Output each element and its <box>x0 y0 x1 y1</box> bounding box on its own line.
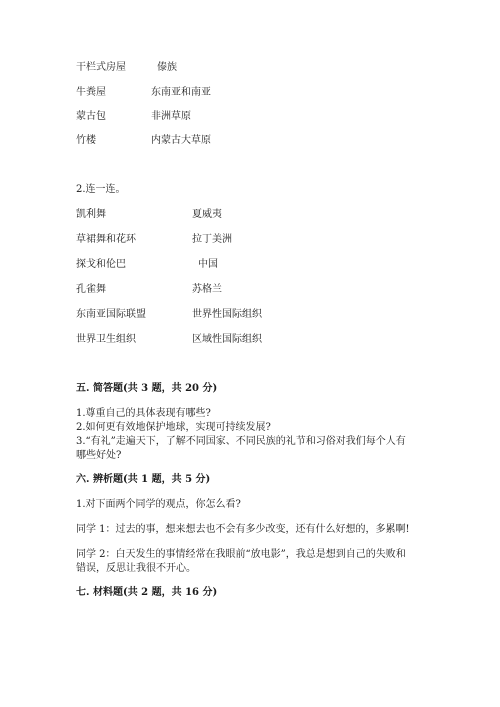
match2-right: 区域性国际组织 <box>192 334 262 345</box>
match2-left: 东南亚国际联盟 <box>76 309 146 320</box>
match2-right: 拉丁美洲 <box>192 234 232 245</box>
student-2-statement-line-1: 同学 2：白天发生的事情经常在我眼前“放电影”，我总是想到自己的失败和 <box>76 549 406 560</box>
match1-right: 东南亚和南亚 <box>151 87 211 98</box>
student-1-statement: 同学 1：过去的事，想来想去也不会有多少改变，还有什么好想的，多累啊! <box>76 524 410 535</box>
match1-right: 内蒙古大草原 <box>151 135 211 146</box>
match2-left: 草裙舞和花环 <box>76 234 136 245</box>
match1-left: 竹楼 <box>76 135 96 146</box>
match2-right: 夏威夷 <box>192 209 222 220</box>
match2-left: 世界卫生组织 <box>76 334 136 345</box>
section-7-heading: 七. 材料题(共 2 题，共 16 分) <box>76 587 218 598</box>
section-6-question-1: 1.对下面两个同学的观点，你怎么看? <box>76 499 241 510</box>
section-5-question-3-line-2: 哪些好处? <box>76 450 122 461</box>
match1-left: 干栏式房屋 <box>76 62 126 73</box>
match1-right: 傣族 <box>157 62 177 73</box>
section-5-question-3-line-1: 3.“有礼”走遍天下，了解不同国家、不同民族的礼节和习俗对我们每个人有 <box>76 436 406 447</box>
match2-right: 苏格兰 <box>192 284 222 295</box>
match2-left: 孔雀舞 <box>76 284 106 295</box>
section-6-heading: 六. 辨析题(共 1 题，共 5 分) <box>76 474 211 485</box>
section-5-question-1: 1.尊重自己的具体表现有哪些? <box>76 408 211 419</box>
match2-left: 凯利舞 <box>76 209 106 220</box>
match2-right: 中国 <box>198 259 218 270</box>
question-2-title: 2.连一连。 <box>76 184 126 195</box>
match1-left: 牛粪屋 <box>76 87 106 98</box>
match2-left: 探戈和伦巴 <box>76 259 126 270</box>
match1-right: 非洲草原 <box>151 111 191 122</box>
match1-left: 蒙古包 <box>76 111 106 122</box>
section-5-heading: 五. 简答题(共 3 题，共 20 分) <box>76 383 218 394</box>
student-2-statement-line-2: 错误，反思让我很不开心。 <box>76 563 196 574</box>
match2-right: 世界性国际组织 <box>192 309 262 320</box>
section-5-question-2: 2.如何更有效地保护地球，实现可持续发展? <box>76 422 271 433</box>
